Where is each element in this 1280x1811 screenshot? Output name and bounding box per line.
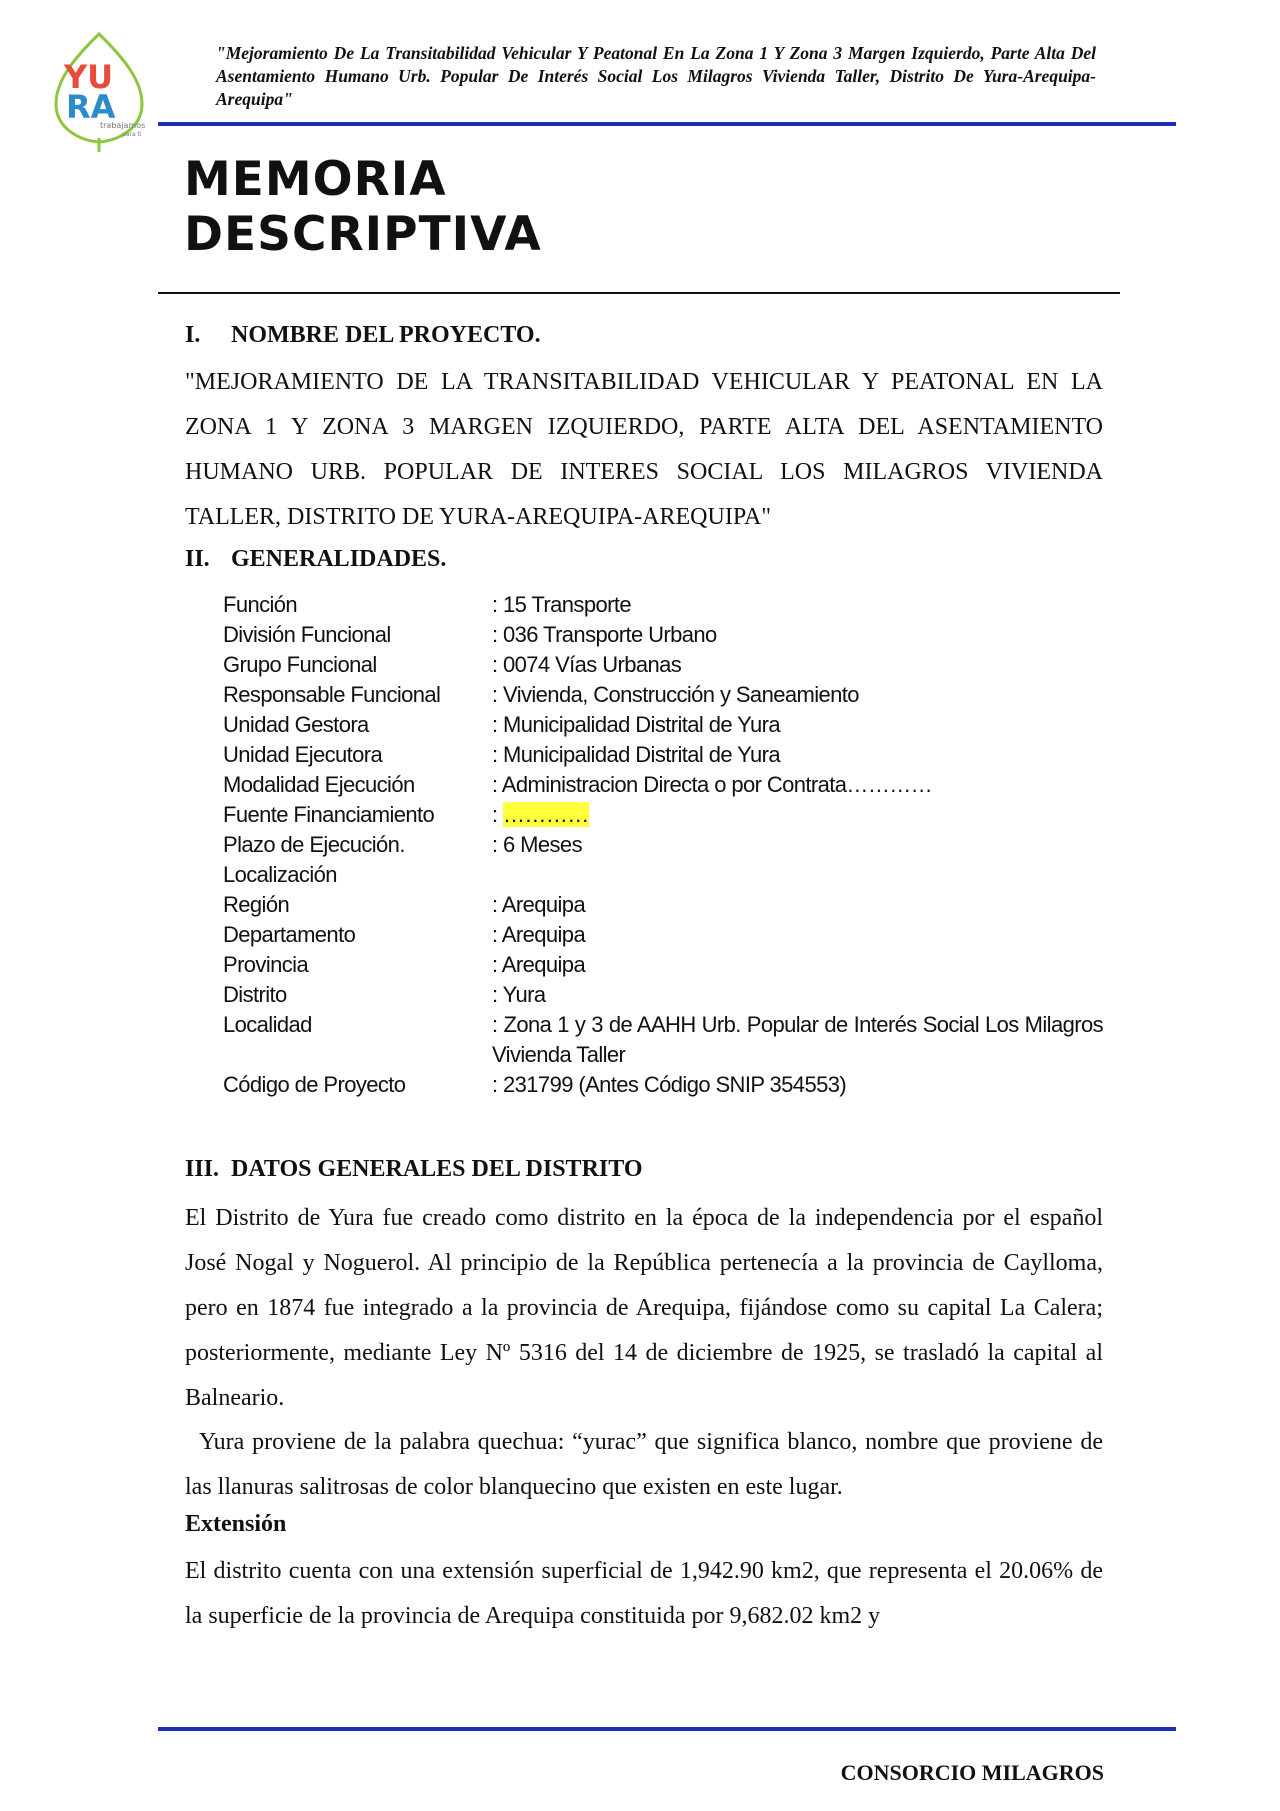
section-number: III. [185, 1156, 220, 1182]
generalidades-table [223, 590, 1103, 1100]
project-name-paragraph: "MEJORAMIENTO DE LA TRANSITABILIDAD VEHICULAR Y PEATONAL EN LA ZONA 1 Y ZONA 3 MARGEN IZQUIERDO, PARTE ALTA DEL ASENTAMIENTO HUMANO URB. POPULAR DE INTERES SOCIAL LOS MILAGROS VIVIENDA TALLER, DISTRITO DE YURA-AREQUIPA-AREQUIPA" [185, 369, 1103, 530]
document-title-line-1: MEMORIA [184, 152, 447, 207]
row-value: : Municipalidad Distrital de Yura [492, 712, 780, 737]
district-history-paragraph: El Distrito de Yura fue creado como distrito en la época de la independencia por el español José Nogal y Noguerol. Al principio de la República pertenecía a la provincia de Caylloma, pero en 1874 fue integrado a la provincia de Arequipa, fijándose como su capital La Calera; posteriormente, mediante Ley Nº 5316 del 14 de diciembre de 1925, se trasladó la capital al Balneario. [185, 1205, 1103, 1411]
row-value: : 6 Meses [492, 832, 582, 857]
table-row [223, 860, 1103, 890]
table-row [223, 590, 1103, 620]
section-number: I. [185, 322, 201, 348]
table-row [223, 980, 1103, 1010]
table-row [223, 950, 1103, 980]
row-value-prefix: : [492, 802, 504, 827]
row-value [492, 860, 1103, 890]
footer-company: CONSORCIO MILAGROS [840, 1760, 1104, 1785]
highlighted-placeholder: ………… [503, 802, 589, 827]
row-label: Fuente Financiamiento [223, 802, 435, 827]
table-row [223, 890, 1103, 920]
table-row [223, 710, 1103, 740]
row-label: Grupo Funcional [223, 652, 377, 677]
row-value: : Zona 1 y 3 de AAHH Urb. Popular de Interés Social Los Milagros Vivienda Taller [492, 1012, 1103, 1067]
row-value: : 15 Transporte [492, 592, 631, 617]
table-row [223, 1010, 1103, 1070]
row-value: : Administracion Directa o por Contrata………… [492, 772, 933, 797]
table-row [223, 650, 1103, 680]
title-divider [158, 292, 1120, 294]
header-rule [158, 122, 1176, 126]
row-value: : 231799 (Antes Código SNIP 354553) [492, 1072, 847, 1097]
table-row [223, 1070, 1103, 1100]
row-value: : 0074 Vías Urbanas [492, 652, 682, 677]
section-heading-2 [185, 546, 446, 573]
row-label: Unidad Gestora [223, 712, 369, 737]
document-title-line-2: DESCRIPTIVA [184, 207, 542, 262]
row-label: Provincia [223, 952, 309, 977]
table-row [223, 620, 1103, 650]
logo-tagline-2: para ti [122, 131, 142, 138]
extension-subheading: Extensión [185, 1511, 287, 1537]
header-project-title: "Mejoramiento De La Transitabilidad Vehicular Y Peatonal En La Zona 1 Y Zona 3 Margen Izquierdo, Parte Alta Del Asentamiento Humano Urb. Popular De Interés Social Los Milagros Vivienda Taller, Distrito De Yura-Arequipa-Arequipa" [216, 43, 1096, 109]
logo-text-top: YU [64, 58, 114, 96]
row-value: : Arequipa [492, 892, 586, 917]
row-value: : Arequipa [492, 922, 586, 947]
row-value [492, 800, 1103, 830]
logo-text-bottom: RA [66, 88, 116, 126]
footer-rule [158, 1727, 1176, 1731]
table-row [223, 800, 1103, 830]
table-row [223, 740, 1103, 770]
row-label: Localidad [223, 1012, 312, 1037]
row-value: : Yura [492, 982, 546, 1007]
row-label: Función [223, 592, 298, 617]
row-value: : Vivienda, Construcción y Saneamiento [492, 682, 859, 707]
section-title: GENERALIDADES. [231, 546, 447, 572]
table-row [223, 680, 1103, 710]
table-row [223, 920, 1103, 950]
row-value: : 036 Transporte Urbano [492, 622, 717, 647]
section-heading-1 [185, 322, 541, 349]
logo-tagline: trabajamos [100, 121, 146, 130]
document-title [184, 152, 542, 262]
table-row [223, 770, 1103, 800]
row-label: Departamento [223, 922, 356, 947]
row-value: : Arequipa [492, 952, 586, 977]
row-label: Distrito [223, 982, 287, 1007]
row-label: Plazo de Ejecución. [223, 832, 405, 857]
section-title: DATOS GENERALES DEL DISTRITO [231, 1156, 643, 1182]
row-label: Código de Proyecto [223, 1072, 406, 1097]
row-label: Responsable Funcional [223, 682, 441, 707]
row-label: Unidad Ejecutora [223, 742, 383, 767]
row-label: Modalidad Ejecución [223, 772, 415, 797]
table-row [223, 830, 1103, 860]
yura-logo [52, 30, 146, 154]
row-value: : Municipalidad Distrital de Yura [492, 742, 780, 767]
extension-paragraph: El distrito cuenta con una extensión superficial de 1,942.90 km2, que representa el 20.06% de la superficie de la provincia de Arequipa constituida por 9,682.02 km2 y [185, 1558, 1103, 1629]
section-number: II. [185, 546, 210, 572]
row-label: Localización [223, 862, 337, 887]
section-heading-3 [185, 1156, 642, 1183]
row-label: Región [223, 892, 290, 917]
row-label: División Funcional [223, 622, 391, 647]
section-title: NOMBRE DEL PROYECTO. [231, 322, 541, 348]
name-origin-paragraph: Yura proviene de la palabra quechua: “yurac” que significa blanco, nombre que proviene de las llanuras salitrosas de color blanquecino que existen en este lugar. [185, 1429, 1103, 1500]
